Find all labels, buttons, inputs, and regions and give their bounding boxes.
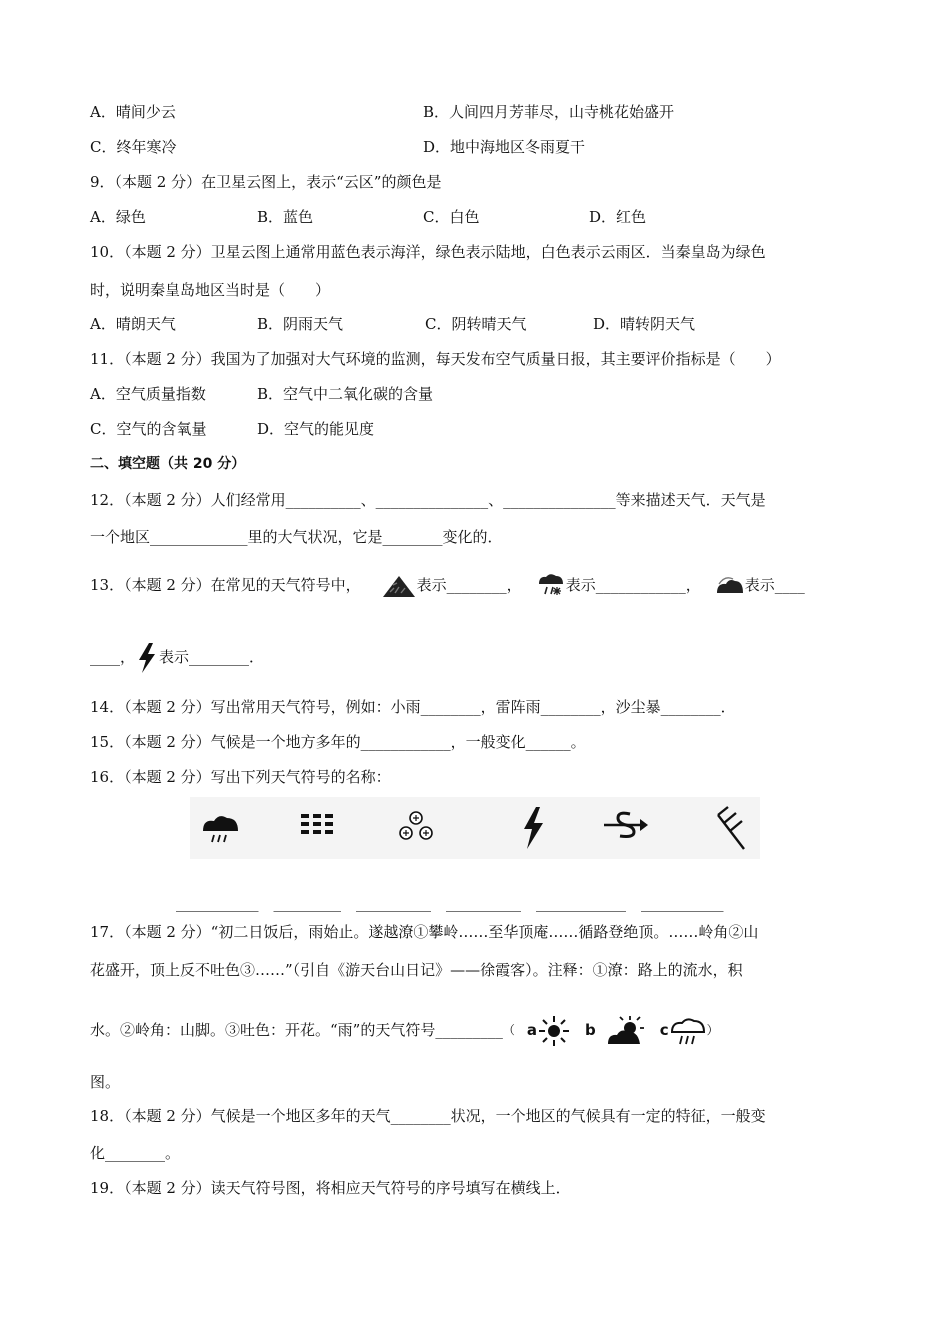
q17-line2: 花盛开，顶上反不吐色③……”（引自《游天台山日记》——徐霞客）。注释：①潦：路上的流水，积 [90, 961, 743, 979]
heavy-snow-icon [392, 805, 440, 849]
q13-line2 [90, 641, 264, 674]
q17-line1: 17．（本题 2 分）“初二日饭后，雨始止。遂越潦①攀岭……至华顶庵……循路登绝顶。……岭角②山 [90, 923, 759, 941]
q9-option-c: C．白色 [423, 208, 480, 226]
shower-icon [200, 805, 242, 849]
cloudy-icon [715, 575, 745, 597]
q9-option-a: A．绿色 [90, 208, 146, 226]
q10-stem-line2: 时，说明秦皇岛地区当时是（ ） [90, 281, 331, 299]
q17-option-c-label: c [659, 1021, 669, 1039]
q11-option-b: B．空气中二氧化碳的含量 [257, 385, 434, 403]
q12-line1: 12．（本题 2 分）人们经常用__________、_______________、_______________等来描述天气．天气是 [90, 491, 766, 509]
q9-option-d: D．红色 [589, 208, 647, 226]
thunderstorm-icon [518, 805, 548, 851]
q13-text-2: 表示____________， [565, 576, 701, 594]
q18-line1: 18．（本题 2 分）气候是一个地区多年的天气________状况，一个地区的气候具有一定的特征，一般变 [90, 1107, 766, 1125]
fog-icon [298, 805, 338, 845]
q17-paren-close: ） [706, 1023, 719, 1037]
q10-option-b: B．阴雨天气 [257, 315, 344, 333]
q19-text: 19．（本题 2 分）读天气符号图，将相应天气符号的序号填写在横线上． [90, 1179, 571, 1197]
q11-stem: 11．（本题 2 分）我国为了加强对大气环境的监测，每天发布空气质量日报，其主要评价指标是（ ） [90, 350, 781, 368]
q17-paren-open: （ [502, 1023, 515, 1037]
q8-option-d: D．地中海地区冬雨夏干 [423, 138, 586, 156]
q17-line3 [90, 1012, 719, 1048]
lightning-icon [135, 642, 159, 674]
section-heading: 二、填空题（共 20 分） [90, 456, 246, 472]
q11-option-a: A．空气质量指数 [90, 385, 206, 403]
q11-option-d: D．空气的能见度 [257, 420, 375, 438]
snow-icon [536, 572, 566, 600]
q10-option-d: D．晴转阴天气 [593, 315, 696, 333]
q8-option-a: A．晴间少云 [90, 103, 176, 121]
partly-cloudy-icon [606, 1014, 646, 1048]
sandstorm-icon [381, 573, 417, 599]
q10-stem-line1: 10．（本题 2 分）卫星云图上通常用蓝色表示海洋，绿色表示陆地，白色表示云雨区．当秦皇岛为绿色 [90, 243, 766, 261]
q9-stem: 9．（本题 2 分）在卫星云图上，表示“云区”的颜色是 [90, 173, 442, 191]
sunny-icon [537, 1014, 571, 1048]
q9-option-b: B．蓝色 [257, 208, 314, 226]
q13-line2-start: ____， [90, 648, 136, 666]
q13-text-4: 表示________． [159, 648, 265, 666]
q13-text-1: 表示________， [416, 576, 522, 594]
q10-option-a: A．晴朗天气 [90, 315, 176, 333]
q8-option-b: B．人间四月芳菲尽，山寺桃花始盛开 [423, 103, 675, 121]
q13-prefix: 13．（本题 2 分）在常见的天气符号中， [90, 576, 361, 594]
q14-text: 14．（本题 2 分）写出常用天气符号，例如：小雨________，雷阵雨________，沙尘暴________． [90, 698, 736, 716]
weather-symbols-strip [190, 797, 760, 859]
dust-storm-icon [602, 805, 650, 845]
q13-line1 [90, 569, 805, 601]
q17-line3-text: 水。②岭角：山脚。③吐色：开花。“雨”的天气符号_________ [90, 1021, 503, 1039]
q13-text-3: 表示____ [744, 576, 805, 594]
q16-answer-blanks: ___________ _________ __________ __________ ____________ ___________ [176, 894, 724, 912]
q10-option-c: C．阴转晴天气 [425, 315, 527, 333]
light-rain-icon [669, 1014, 707, 1048]
q12-line2: 一个地区_____________里的大气状况，它是________变化的． [90, 528, 503, 546]
q18-line2: 化________。 [90, 1144, 181, 1162]
q11-option-c: C．空气的含氧量 [90, 420, 207, 438]
q15-text: 15．（本题 2 分）气候是一个地方多年的____________，一般变化______。 [90, 733, 586, 751]
q8-option-c: C．终年寒冷 [90, 138, 177, 156]
q17-option-b-label: b [584, 1021, 596, 1039]
q17-line4: 图。 [90, 1073, 121, 1091]
q17-option-a-label: a [526, 1021, 537, 1039]
wind-icon [712, 805, 752, 855]
q16-stem: 16．（本题 2 分）写出下列天气符号的名称： [90, 768, 391, 786]
